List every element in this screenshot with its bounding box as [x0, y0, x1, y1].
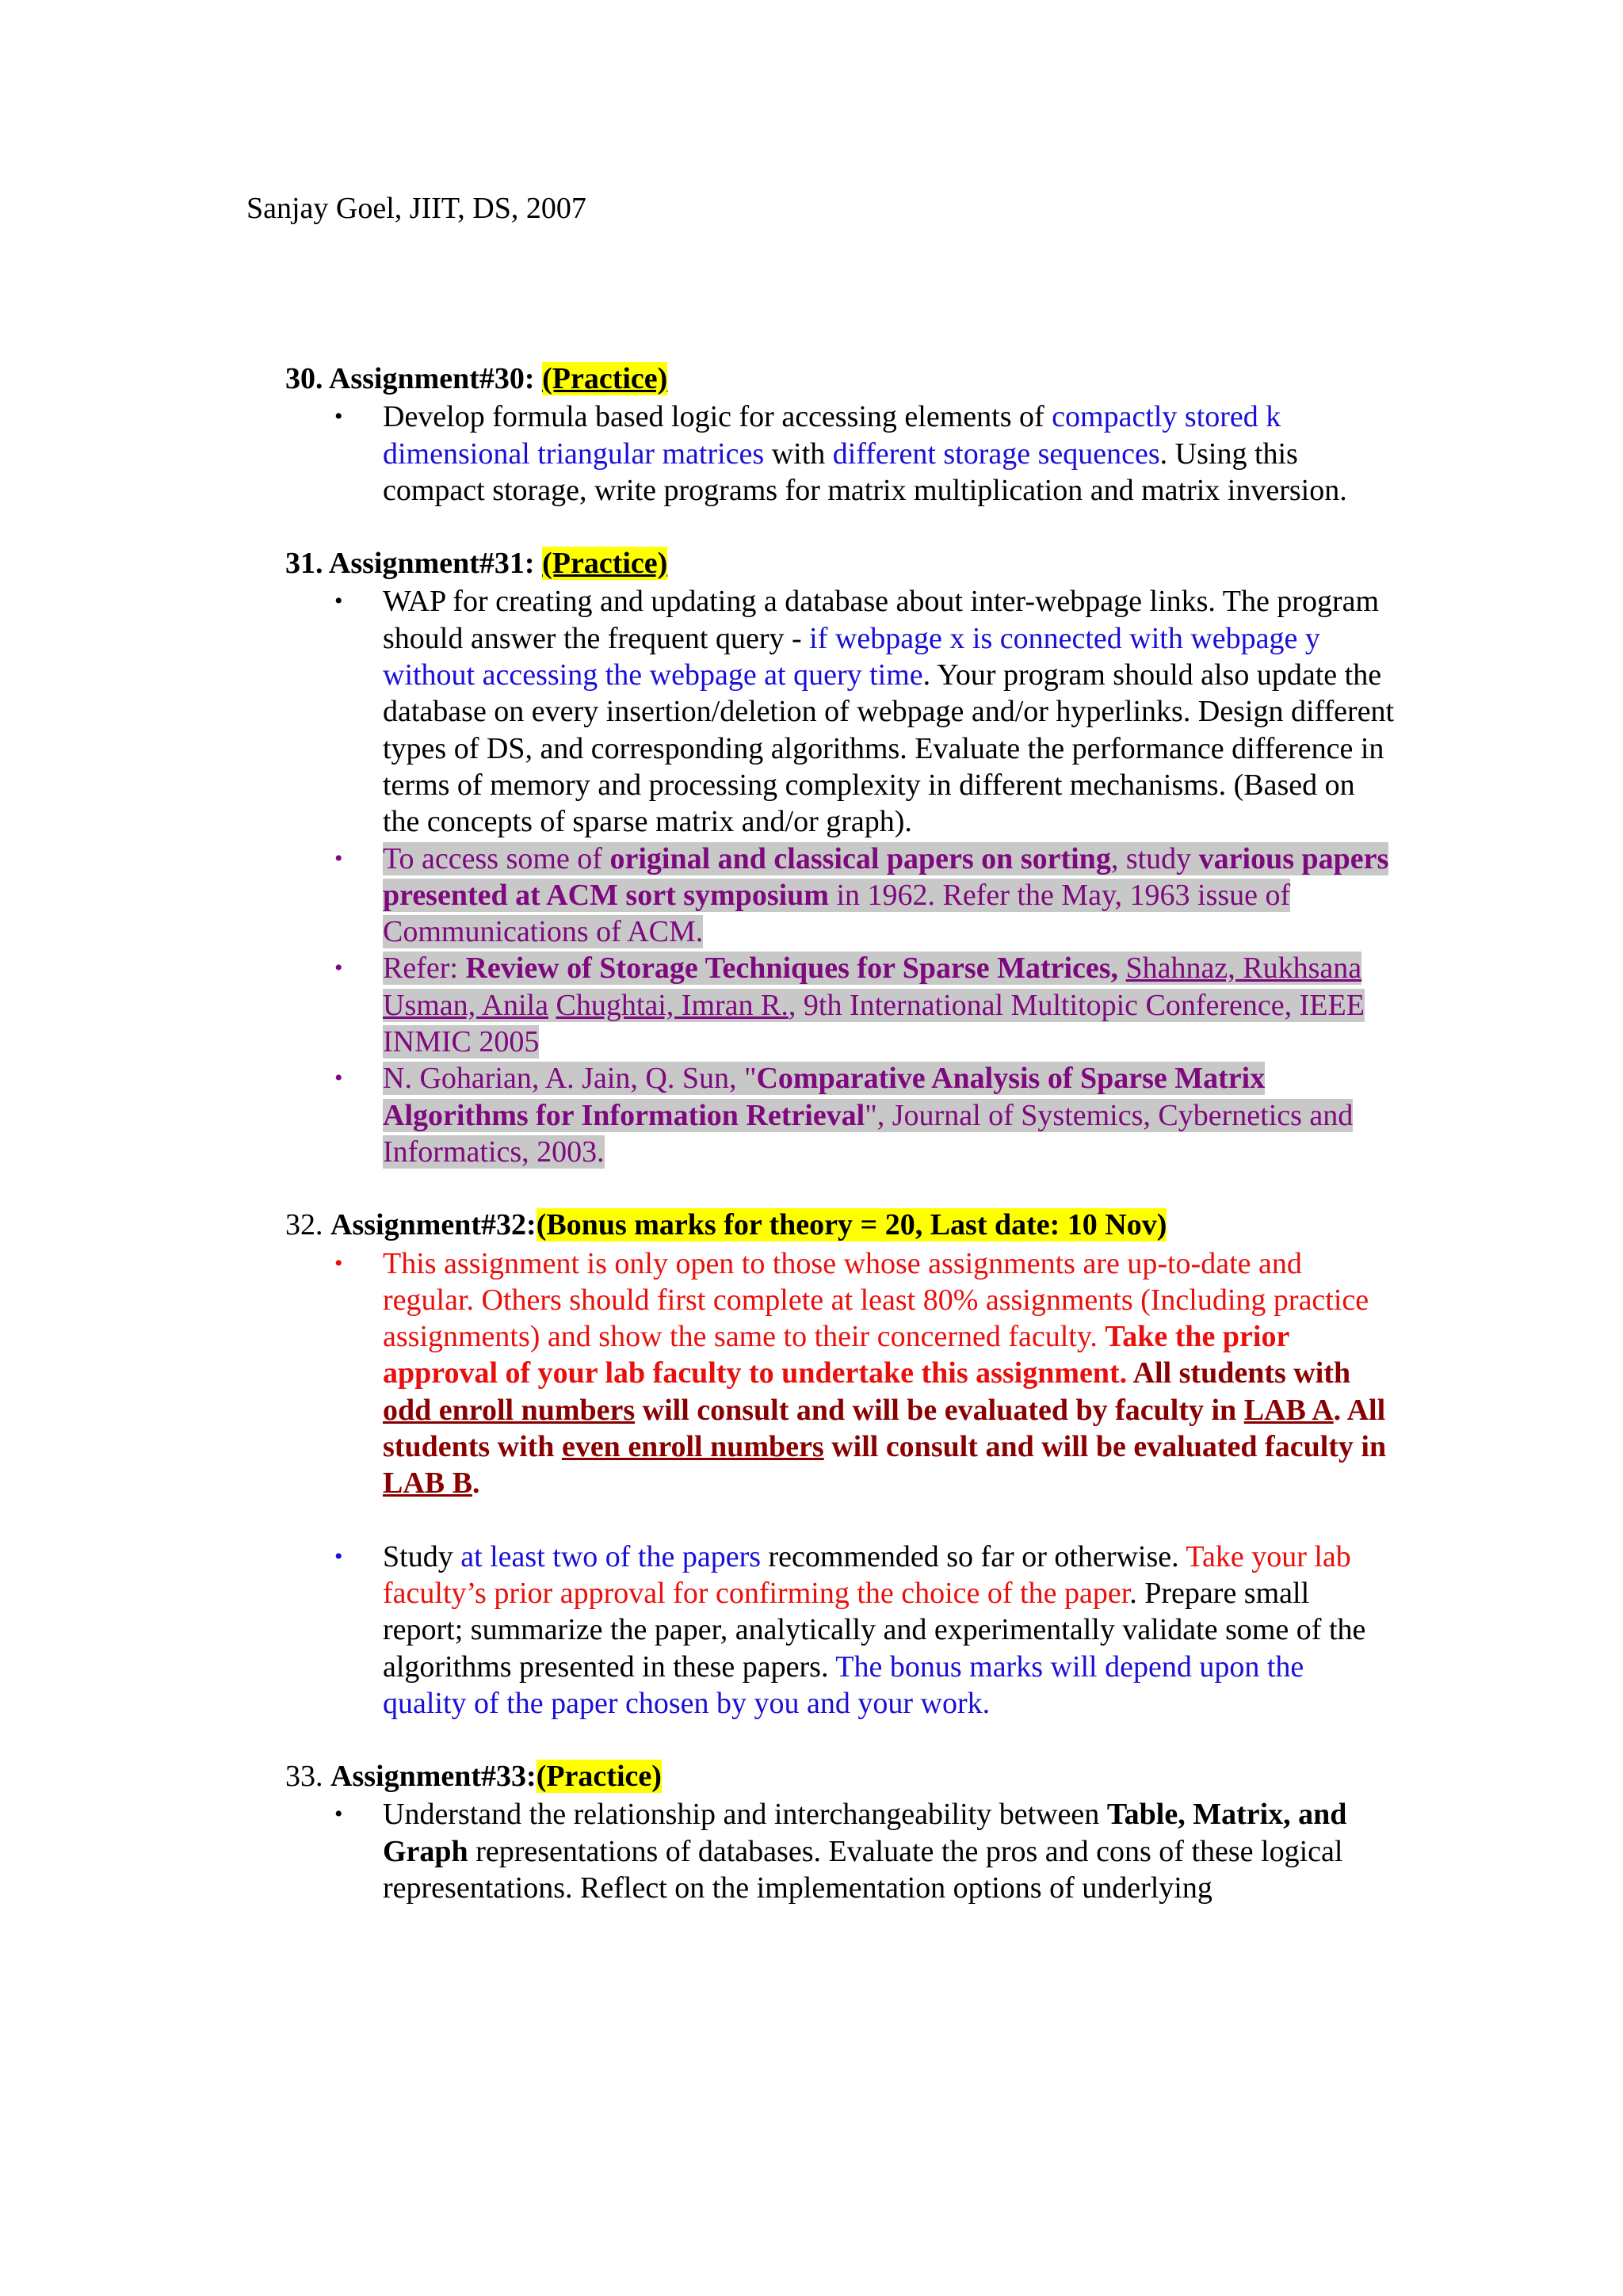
- assignment-33-bullet-1: [285, 1796, 1395, 1906]
- text-darkred: will consult and will be evaluated by faculty in: [635, 1393, 1244, 1427]
- text-blue: The bonus marks will depend upon the quality of the paper chosen by you and your work.: [383, 1650, 1304, 1720]
- bullet-icon: •: [334, 1801, 343, 1828]
- author-link[interactable]: Chughtai, Imran R.: [556, 988, 789, 1022]
- assignment-32-tag: (Bonus marks for theory = 20, Last date: 10 Nov): [536, 1208, 1167, 1242]
- text: recommended so far or otherwise.: [761, 1539, 1186, 1573]
- page-header: Sanjay Goel, JIIT, DS, 2007: [246, 192, 586, 225]
- author-link[interactable]: Usman, Anila: [383, 988, 548, 1022]
- assignment-30-number: 30.: [285, 362, 329, 395]
- spacer: [285, 1170, 1395, 1207]
- bullet-icon: •: [334, 1249, 343, 1276]
- bullet-icon: •: [334, 1543, 343, 1569]
- text: WAP for creating and updating a database about inter-webpage links. The program should answer the frequent query -: [383, 585, 1380, 655]
- text: . Using this compact storage, write programs for matrix multiplication and matrix inversion.: [383, 437, 1347, 507]
- assignment-33-heading: [285, 1758, 1395, 1794]
- bullet-icon: •: [334, 955, 343, 982]
- assignment-33-title: Assignment#33:: [330, 1760, 537, 1794]
- assignment-31-number: 31.: [285, 547, 329, 581]
- text: Understand the relationship and interchangeability between: [383, 1798, 1107, 1832]
- assignment-31-bullet-1: [285, 583, 1395, 840]
- assignment-list: [285, 360, 1395, 1906]
- assignment-31-tag: (Practice): [542, 547, 668, 581]
- assignment-30-tag: (Practice): [542, 362, 668, 395]
- assignment-32-bullet-2: [285, 1539, 1395, 1722]
- assignment-30-title: Assignment#30:: [328, 362, 543, 395]
- bullet-icon: •: [334, 588, 343, 615]
- text: [1118, 952, 1126, 985]
- assignment-30: [285, 360, 1395, 509]
- author-link[interactable]: Shahnaz, Rukhsana: [1125, 952, 1362, 986]
- assignment-32: [285, 1207, 1395, 1722]
- text-bold: original and classical papers on sorting: [609, 841, 1111, 875]
- assignment-30-heading: [285, 360, 1395, 397]
- text-darkred: . All students with: [383, 1393, 1386, 1464]
- text: To access some of: [383, 841, 610, 875]
- text-bold: Table, Matrix, and Graph: [383, 1798, 1347, 1868]
- bullet-icon: •: [334, 1065, 343, 1092]
- text: N. Goharian, A. Jain, Q. Sun, ": [383, 1062, 757, 1096]
- text: in 1962. Refer the May, 1963 issue of Communications of ACM.: [383, 878, 1291, 949]
- text: ", Journal of Systemics, Cybernetics and Informatics, 2003.: [383, 1098, 1354, 1169]
- assignment-33-number: 33.: [285, 1760, 330, 1794]
- text: , 9th International Multitopic Conference, IEEE INMIC 2005: [383, 988, 1365, 1059]
- text: , study: [1110, 841, 1199, 875]
- text-blue: different storage sequences: [832, 437, 1160, 471]
- assignment-32-heading: [285, 1207, 1395, 1243]
- text-blue: compactly stored k dimensional triangular matrices: [383, 400, 1281, 471]
- text: . Your program should also update the database on every insertion/deletion of webpage and/or hyperlinks. Design different types of DS, and corresponding algorithms. Evaluate the performance difference in terms of memory and processing complexity in different mechanisms. (Based on the concepts of sparse matrix and/or graph).: [383, 658, 1395, 839]
- spacer: [285, 509, 1395, 545]
- text-red-bold: Take the prior approval of your lab faculty to undertake this assignment.: [383, 1320, 1289, 1390]
- text-blue: if webpage x is connected with webpage y without accessing the webpage at query time: [383, 621, 1320, 692]
- text-red: Take your lab faculty’s prior approval for confirming the choice of the paper: [383, 1539, 1351, 1610]
- spacer: [285, 1722, 1395, 1758]
- paper-title: Comparative Analysis of Sparse Matrix Algorithms for Information Retrieval: [383, 1062, 1266, 1132]
- assignment-32-number: 32.: [285, 1208, 330, 1242]
- text: Refer:: [383, 952, 466, 986]
- text: Study: [383, 1539, 461, 1573]
- assignment-31-heading: [285, 545, 1395, 582]
- assignment-31: [285, 545, 1395, 1170]
- assignment-32-title: Assignment#32:: [330, 1208, 537, 1242]
- assignment-31-bullet-3: [285, 950, 1395, 1060]
- text-darkred-underline: even enroll numbers: [561, 1430, 824, 1464]
- assignment-33: [285, 1758, 1395, 1906]
- text-bold: various papers presented at ACM sort symposium: [383, 841, 1389, 912]
- text-blue: at least two of the papers: [460, 1539, 762, 1573]
- assignment-31-title: Assignment#31:: [328, 547, 543, 581]
- assignment-30-bullet-1: [285, 399, 1395, 509]
- text-darkred-underline: LAB A: [1243, 1393, 1334, 1427]
- text-darkred: will consult and will be evaluated faculty in: [823, 1430, 1387, 1464]
- text-darkred: .: [472, 1466, 480, 1501]
- bullet-icon: •: [334, 403, 343, 430]
- assignment-31-bullet-4: [285, 1060, 1395, 1170]
- text-darkred-underline: LAB B: [383, 1466, 472, 1501]
- text-darkred-underline: odd enroll numbers: [383, 1393, 636, 1427]
- bullet-icon: •: [334, 845, 343, 871]
- text: . Prepare small report; summarize the paper, analytically and experimentally validate some of the algorithms presented in these papers.: [383, 1576, 1366, 1684]
- assignment-32-bullet-1: [285, 1245, 1395, 1502]
- assignment-33-tag: (Practice): [536, 1760, 662, 1794]
- text: Develop formula based logic for accessing elements of: [383, 400, 1052, 434]
- assignment-31-bullet-2: [285, 841, 1395, 951]
- text: with: [764, 437, 833, 471]
- text-darkred: All students with: [1127, 1356, 1351, 1390]
- text-red: This assignment is only open to those whose assignments are up-to-date and regular. Others should first complete at least 80% assignments (Including practice assignments) and show the same to their concerned faculty.: [383, 1246, 1369, 1354]
- paper-title: Review of Storage Techniques for Sparse Matrices,: [465, 952, 1119, 986]
- text: representations of databases. Evaluate the pros and cons of these logical representations. Reflect on the implementation options of underlying: [383, 1834, 1343, 1905]
